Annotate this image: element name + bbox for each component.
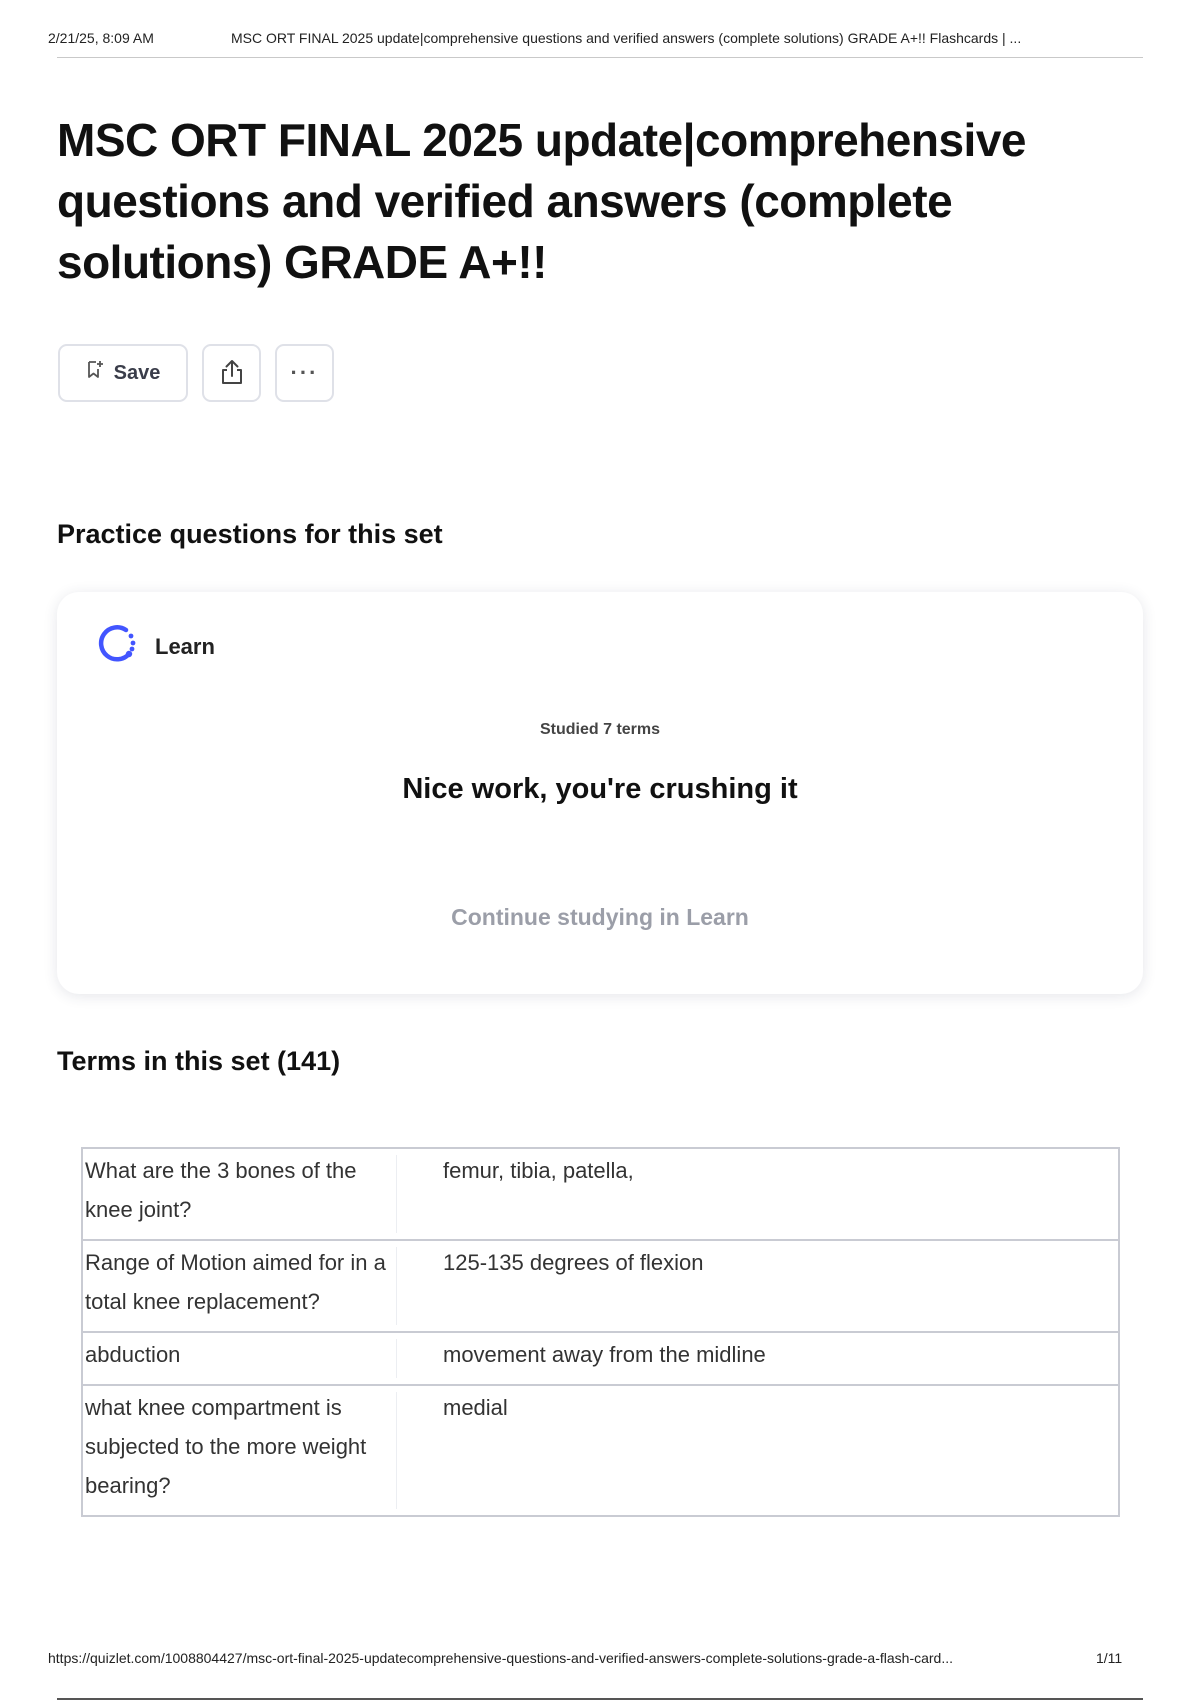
print-page-title: MSC ORT FINAL 2025 update|comprehensive questions and verified answers (complete solutions) GRADE A+!! Flashcards | ...	[231, 30, 1022, 46]
learn-icon	[95, 622, 139, 671]
term-text: what knee compartment is subjected to the more weight bearing?	[82, 1385, 397, 1516]
term-text: abduction	[82, 1332, 397, 1385]
print-header	[48, 30, 1143, 46]
definition-text: medial	[397, 1385, 1119, 1516]
print-timestamp: 2/21/25, 8:09 AM	[48, 30, 154, 46]
table-row[interactable]	[82, 1385, 1119, 1516]
definition-text: femur, tibia, patella,	[397, 1148, 1119, 1240]
terms-heading: Terms in this set (141)	[57, 1046, 341, 1076]
save-label: Save	[113, 361, 161, 384]
set-toolbar	[58, 344, 334, 402]
more-icon: ···	[290, 360, 319, 385]
learn-label: Learn	[155, 633, 215, 659]
page-title: MSC ORT FINAL 2025 update|comprehensive questions and verified answers (complete solutions) GRADE A+!!	[57, 114, 1026, 288]
share-button[interactable]	[202, 344, 261, 402]
more-options-button[interactable]	[275, 344, 334, 402]
bookmark-plus-icon	[86, 360, 104, 386]
practice-heading: Practice questions for this set	[57, 519, 443, 549]
save-button[interactable]	[58, 344, 188, 402]
print-footer	[48, 1650, 1148, 1666]
progress-message: Nice work, you're crushing it	[402, 773, 798, 805]
term-text: Range of Motion aimed for in a total knee replacement?	[82, 1240, 397, 1332]
table-row[interactable]	[82, 1332, 1119, 1385]
table-row[interactable]	[82, 1148, 1119, 1240]
continue-learn-button[interactable]: Continue studying in Learn	[451, 904, 749, 930]
table-row[interactable]	[82, 1240, 1119, 1332]
learn-card[interactable]	[57, 592, 1143, 994]
term-text: What are the 3 bones of the knee joint?	[82, 1148, 397, 1240]
page-number: 1/11	[1096, 1650, 1123, 1666]
header-divider	[57, 57, 1143, 58]
studied-count: Studied 7 terms	[539, 721, 661, 738]
share-icon	[219, 358, 245, 389]
learn-header	[95, 622, 215, 671]
definition-text: 125-135 degrees of flexion	[397, 1240, 1119, 1332]
print-url: https://quizlet.com/1008804427/msc-ort-final-2025-updatecomprehensive-questions-and-verified-answers-complete-solutions-grade-a-flash-card...	[48, 1650, 954, 1666]
terms-table	[81, 1147, 1120, 1517]
definition-text: movement away from the midline	[397, 1332, 1119, 1385]
